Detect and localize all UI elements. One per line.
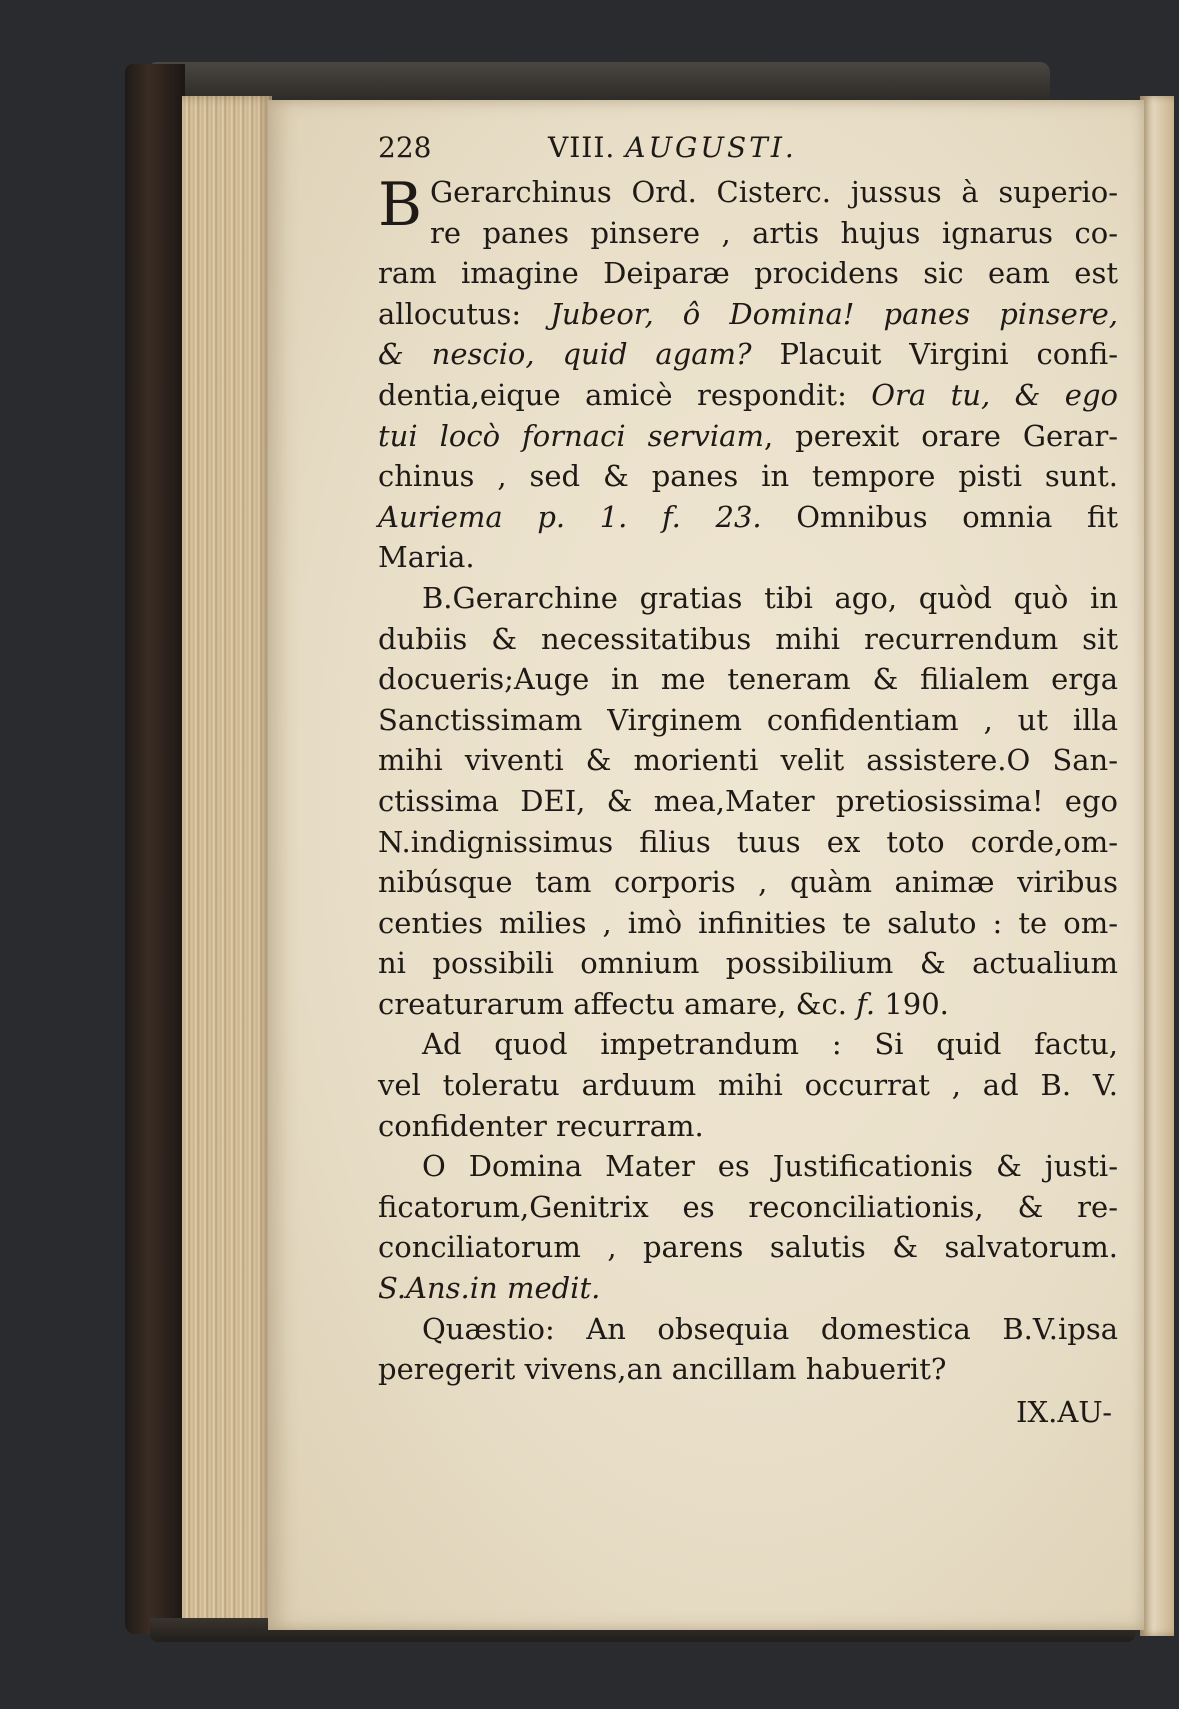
- text-line: Gerarchinus Ord. Cisterc. jussus à superio-: [430, 175, 1118, 209]
- text-line: [378, 334, 1118, 375]
- text-line: chinus , sed & panes in tempore pisti sunt.: [378, 459, 1118, 494]
- text-line: B.Gerarchine gratias tibi ago, quòd quò in: [422, 580, 1118, 615]
- catchword: IX.AU-: [1016, 1394, 1112, 1429]
- text-line: [378, 497, 1118, 538]
- running-head-month: AUGUSTI.: [625, 131, 797, 164]
- text-line: Maria.: [378, 540, 475, 575]
- page-header: [378, 128, 1118, 172]
- paragraph-5: [378, 1309, 1118, 1390]
- book-cover-top: [150, 62, 1050, 102]
- text-line: dubiis & necessitatibus mihi recurrendum sit: [378, 621, 1118, 656]
- text-line: [378, 984, 1118, 1025]
- paragraph-1: [378, 172, 1118, 578]
- page-edges: [182, 96, 272, 1636]
- italic-quote: tui locò fornaci serviam: [378, 418, 764, 453]
- text-line: ctissima DEI, & mea,Mater pretiosissima! ego: [378, 783, 1118, 818]
- text-line: [378, 294, 1118, 335]
- text-line: nibúsque tam corporis , quàm animæ viribus: [378, 865, 1118, 900]
- text-segment: Omnibus omnia fit: [796, 499, 1118, 534]
- text-segment: 190.: [875, 986, 949, 1021]
- text-segment: dentia,eique amicè respondit:: [378, 377, 872, 412]
- running-head-prefix: VIII.: [548, 131, 616, 164]
- text-segment: allocutus:: [378, 296, 551, 331]
- text-line: docueris;Auge in me teneram & filialem erga: [378, 662, 1118, 697]
- text-line: Sanctissimam Virginem confidentiam , ut illa: [378, 702, 1118, 737]
- paragraph-3: [378, 1024, 1118, 1146]
- text-line: Quæstio: An obsequia domestica B.V.ipsa: [422, 1311, 1118, 1346]
- running-head: [548, 128, 797, 168]
- paragraph-4: [378, 1146, 1118, 1308]
- text-line: mihi viventi & morienti velit assistere.O San-: [378, 743, 1118, 778]
- text-line: confidenter recurram.: [378, 1108, 704, 1143]
- text-line: re panes pinsere , artis hujus ignarus co-: [430, 215, 1118, 250]
- text-line: ficatorum,Genitrix es reconciliationis, & re-: [378, 1189, 1118, 1224]
- text-line: N.indignissimus filius tuus ex toto corde,om-: [378, 824, 1118, 859]
- page-text: [378, 128, 1118, 1432]
- page-number: 228: [378, 131, 432, 164]
- text-line: peregerit vivens,an ancillam habuerit?: [378, 1352, 947, 1387]
- text-line: [378, 375, 1118, 416]
- italic-quote: Jubeor, ô Domina! panes pinsere,: [550, 296, 1118, 331]
- text-line: conciliatorum , parens salutis & salvatorum.: [378, 1230, 1118, 1265]
- book-spine: [125, 64, 185, 1634]
- citation: Auriema p. 1. f. 23.: [378, 499, 797, 534]
- text-line: centies milies , imò infinities te saluto : te om-: [378, 905, 1118, 940]
- text-segment: creaturarum affectu amare, &c.: [378, 986, 857, 1021]
- italic-quote: & nescio, quid agam?: [378, 337, 780, 372]
- facing-page-edge: [1140, 96, 1174, 1636]
- text-line: vel toleratu arduum mihi occurrat , ad B. V.: [378, 1068, 1118, 1103]
- paragraph-2: [378, 578, 1118, 1025]
- text-line: ni possibili omnium possibilium & actualium: [378, 946, 1118, 981]
- text-line: O Domina Mater es Justificationis & justi-: [422, 1149, 1118, 1184]
- citation: f.: [856, 986, 876, 1021]
- citation: S.Ans.in medit.: [378, 1271, 601, 1306]
- drop-cap: B: [378, 170, 423, 240]
- text-line: ram imagine Deiparæ procidens sic eam est: [378, 256, 1118, 291]
- italic-quote: Ora tu, & ego: [871, 377, 1118, 412]
- text-line: [378, 416, 1118, 457]
- text-segment: Placuit Virgini confi-: [779, 337, 1119, 372]
- text-segment: , perexit orare Gerar-: [763, 418, 1118, 453]
- text-line: Ad quod impetrandum : Si quid factu,: [422, 1027, 1118, 1062]
